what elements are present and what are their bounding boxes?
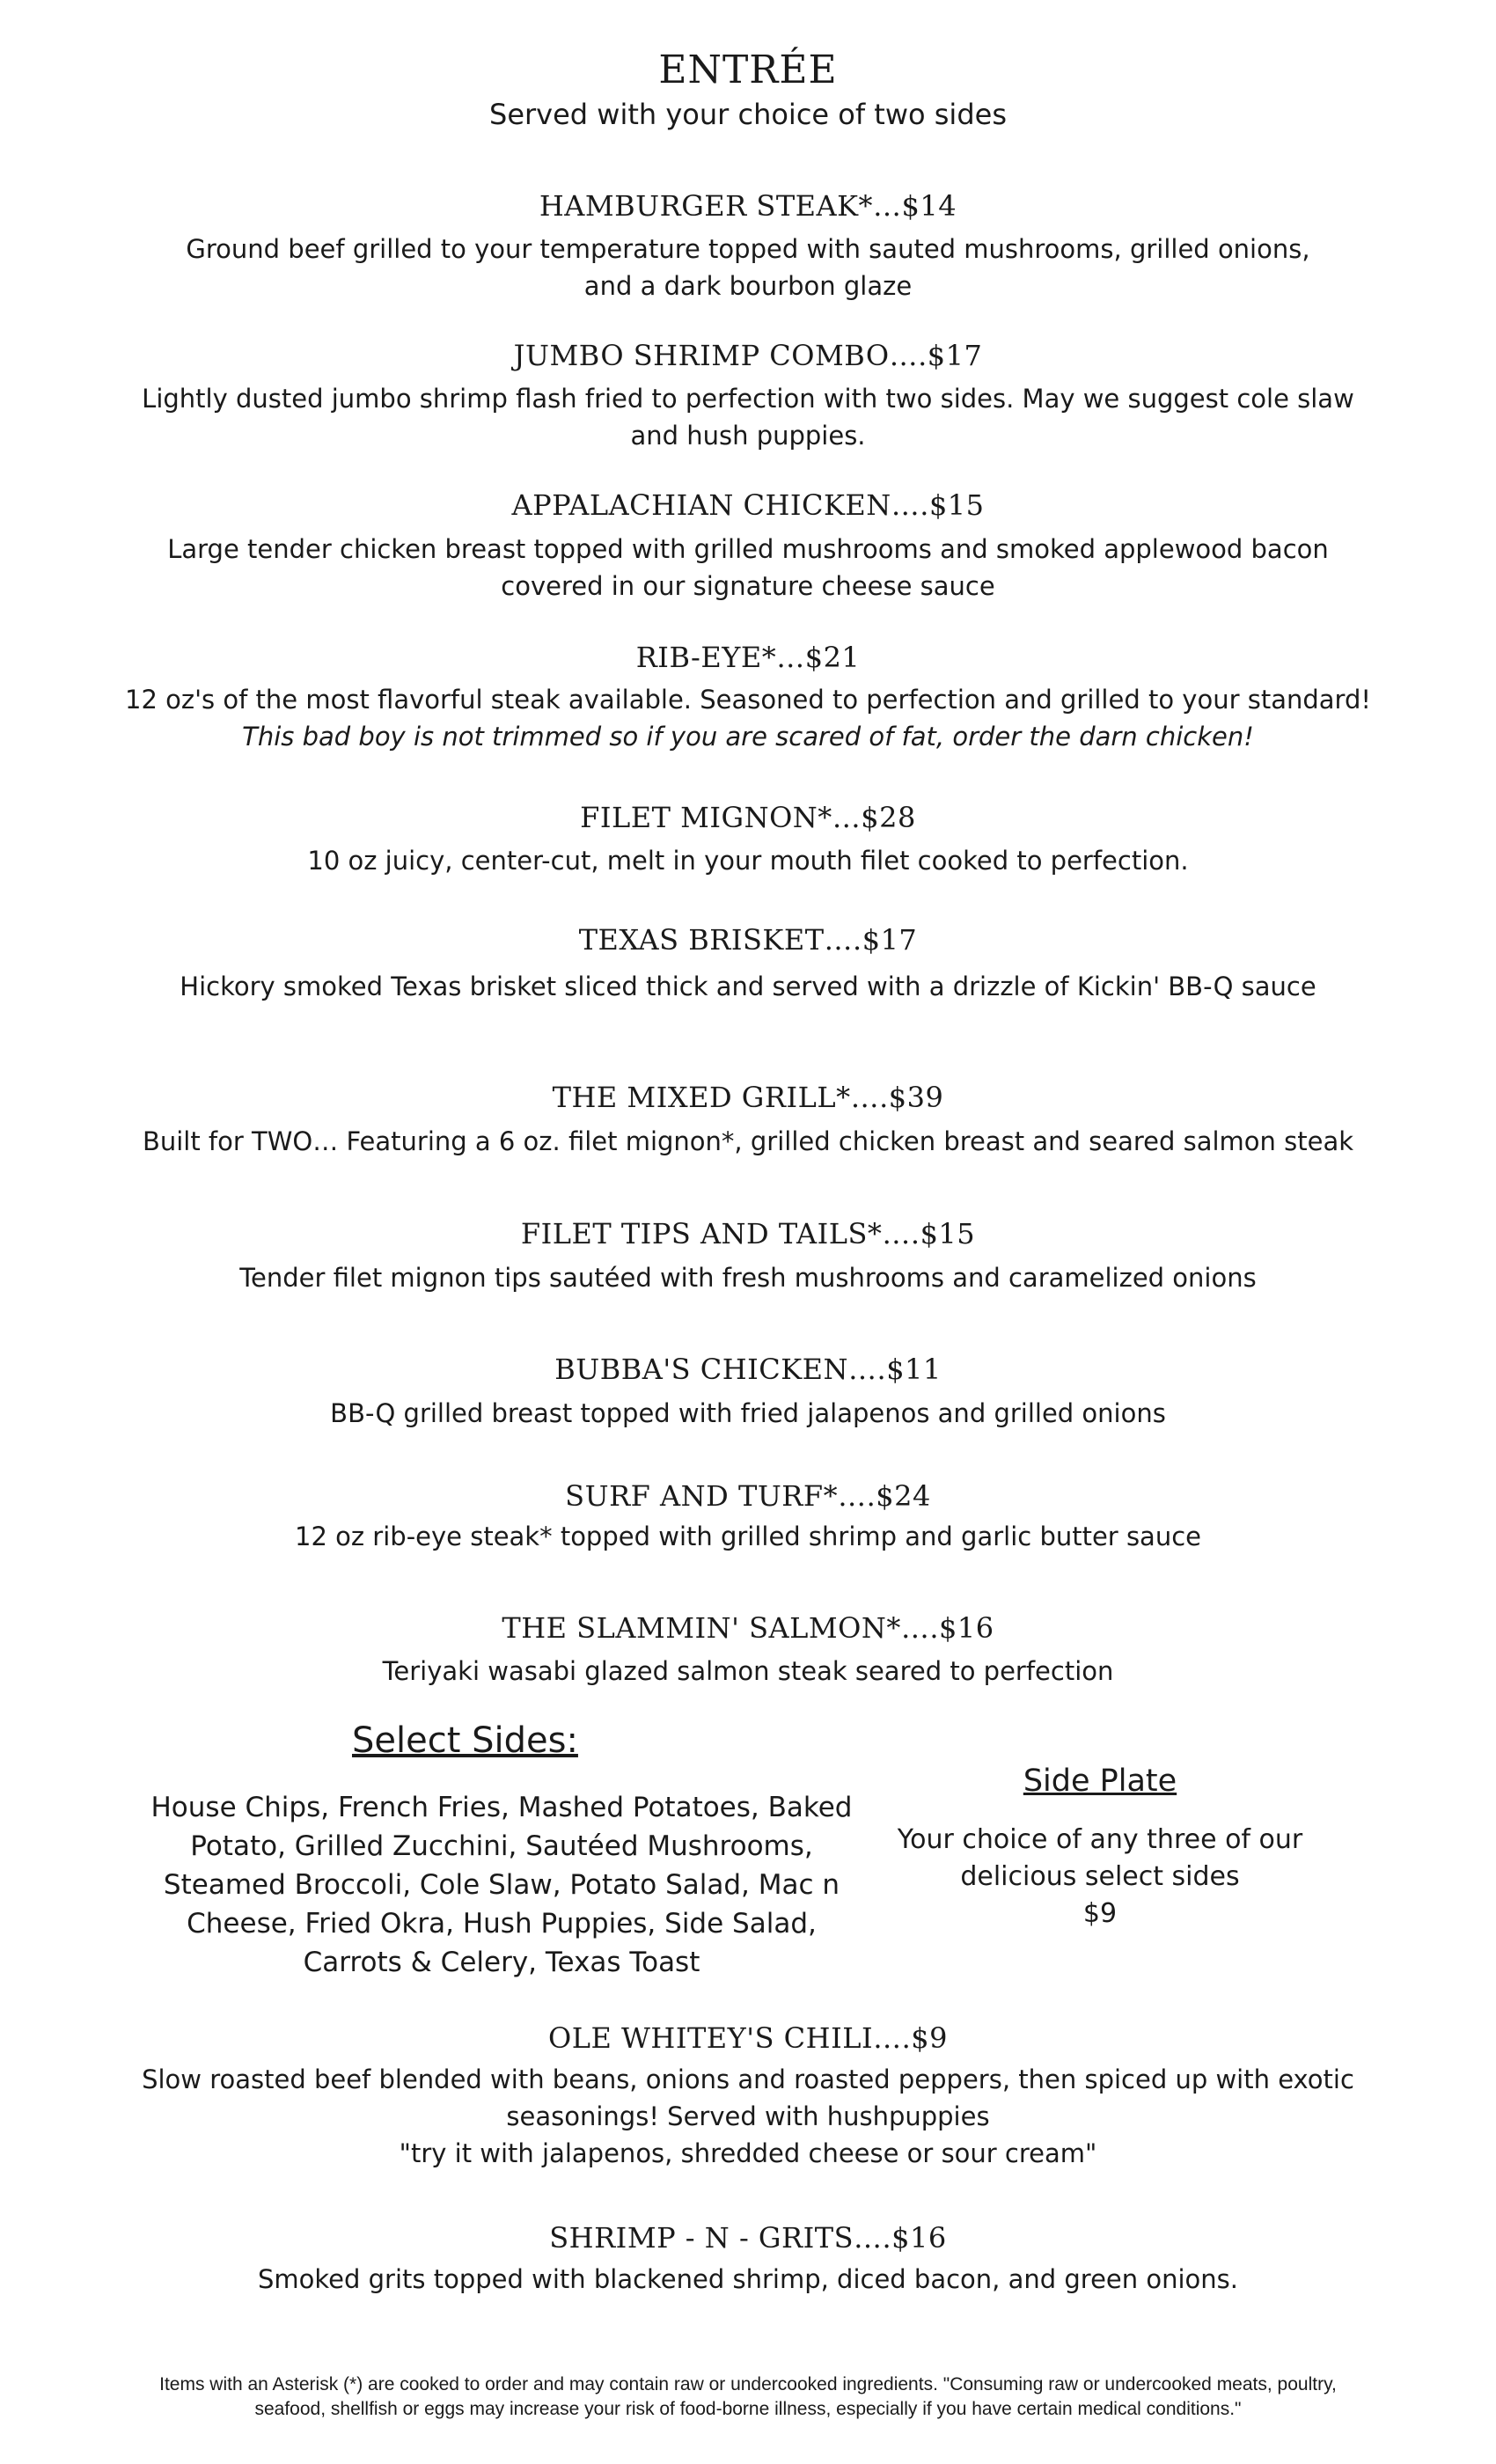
- menu-item-note: This bad boy is not trimmed so if you are scared of fat, order the darn chicken!: [242, 722, 1254, 752]
- side-plate-description: Your choice of any three of our delicious select sides: [897, 1824, 1303, 1892]
- menu-item-name: OLE WHITEY'S CHILI….$9: [548, 2021, 948, 2055]
- menu-item-name: RIB-EYE*…$21: [635, 641, 861, 674]
- food-safety-disclaimer: Items with an Asterisk (*) are cooked to order and may contain raw or undercooked ingredients. "Consuming raw or undercooked meats, poultry, seafood, shellfish or eggs may increase your risk of food-borne illness, especially if you have certain medical conditions.": [159, 2374, 1337, 2419]
- menu-item-description: Large tender chicken breast topped with grilled mushrooms and smoked applewood bacon covered in our signature cheese sauce: [167, 534, 1329, 601]
- menu-item-name: THE SLAMMIN' SALMON*….$16: [502, 1611, 994, 1645]
- menu-item-description: Teriyaki wasabi glazed salmon steak seared to perfection: [382, 1656, 1114, 1686]
- menu-item-description-text: 12 oz's of the most flavorful steak available. Seasoned to perfection and grilled to your standard!: [125, 685, 1371, 715]
- menu-item-name: JUMBO SHRIMP COMBO….$17: [513, 339, 983, 372]
- side-plate-heading: Side Plate: [1023, 1764, 1177, 1799]
- menu-item-name: TEXAS BRISKET….$17: [578, 923, 918, 957]
- menu-item-description: Hickory smoked Texas brisket sliced thick and served with a drizzle of Kickin' BB-Q sauce: [180, 972, 1316, 1001]
- menu-item-name: BUBBA'S CHICKEN….$11: [554, 1353, 942, 1386]
- menu-item-description: Smoked grits topped with blackened shrimp, diced bacon, and green onions.: [258, 2264, 1238, 2294]
- menu-item-name: APPALACHIAN CHICKEN….$15: [511, 488, 985, 522]
- menu-item-name: HAMBURGER STEAK*…$14: [539, 189, 957, 223]
- select-sides-list: House Chips, French Fries, Mashed Potatoes, Baked Potato, Grilled Zucchini, Sautéed Mushrooms, Steamed Broccoli, Cole Slaw, Potato Salad, Mac n Cheese, Fried Okra, Hush Puppies, Side Salad, Carrots & Celery, Texas Toast: [150, 1792, 853, 1978]
- page-subtitle: Served with your choice of two sides: [489, 98, 1007, 131]
- side-plate-price: $9: [1082, 1898, 1118, 1929]
- menu-item-description: Built for TWO… Featuring a 6 oz. filet mignon*, grilled chicken breast and seared salmon steak: [142, 1126, 1354, 1156]
- menu-item-name: FILET MIGNON*…$28: [580, 801, 916, 834]
- menu-item-name: THE MIXED GRILL*….$39: [552, 1081, 944, 1114]
- menu-item-name: SHRIMP - N - GRITS….$16: [549, 2221, 947, 2255]
- menu-item-description: Slow roasted beef blended with beans, onions and roasted peppers, then spiced up with exotic seasonings! Served with hushpuppies "try it with jalapenos, shredded cheese or sour cream": [142, 2064, 1354, 2168]
- menu-item-name: FILET TIPS AND TAILS*….$15: [520, 1217, 976, 1250]
- menu-item-description: Lightly dusted jumbo shrimp flash fried to perfection with two sides. May we suggest cole slaw and hush puppies.: [142, 384, 1354, 451]
- menu-item-description: Ground beef grilled to your temperature topped with sauted mushrooms, grilled onions, and a dark bourbon glaze: [186, 234, 1310, 301]
- menu-item-description: 10 oz juicy, center-cut, melt in your mouth filet cooked to perfection.: [307, 846, 1189, 876]
- menu-item-name: SURF AND TURF*….$24: [565, 1479, 931, 1513]
- menu-item-description: [53, 681, 1443, 755]
- menu-item-description: BB-Q grilled breast topped with fried jalapenos and grilled onions: [330, 1398, 1166, 1428]
- select-sides-heading: Select Sides:: [352, 1720, 578, 1761]
- menu-item-description: 12 oz rib-eye steak* topped with grilled shrimp and garlic butter sauce: [295, 1522, 1201, 1551]
- menu-item-description: Tender filet mignon tips sautéed with fresh mushrooms and caramelized onions: [239, 1263, 1257, 1293]
- page-title: ENTRÉE: [658, 48, 838, 92]
